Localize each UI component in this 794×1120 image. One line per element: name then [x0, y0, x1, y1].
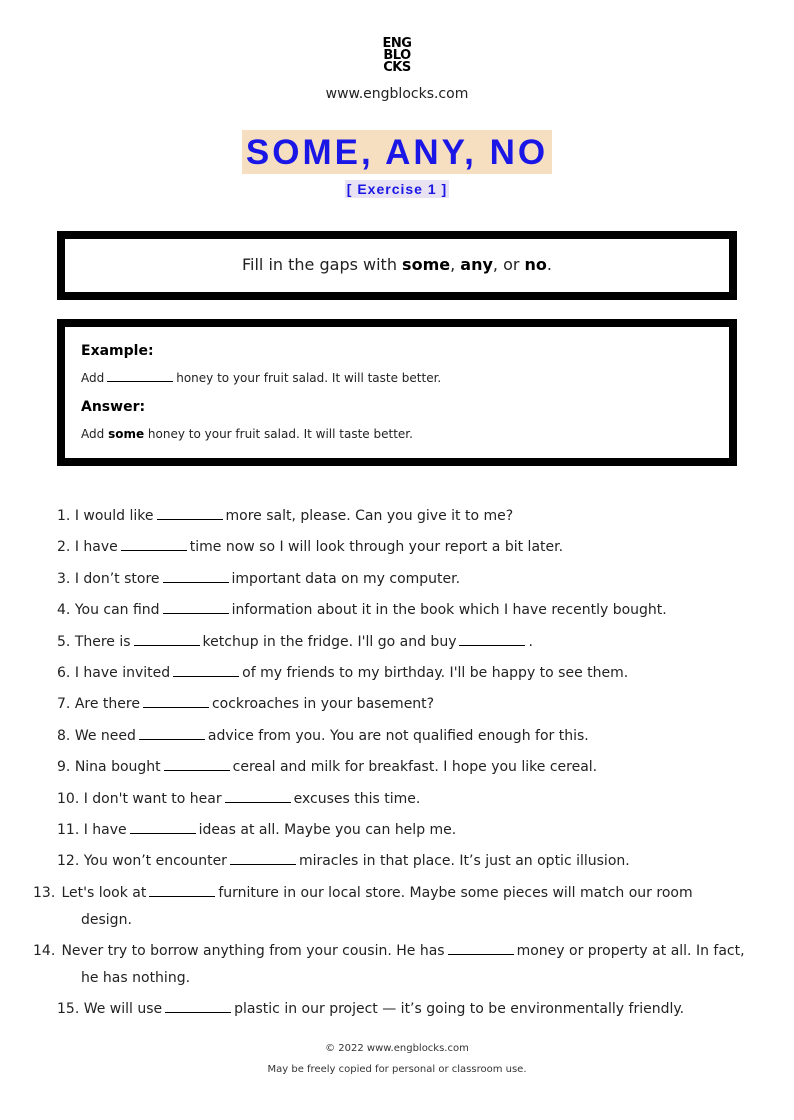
question-number: 8. — [57, 727, 71, 744]
question-item — [57, 660, 747, 687]
question-text: cereal and milk for breakfast. I hope you like cereal. — [232, 759, 598, 776]
answer-blank[interactable] — [230, 863, 296, 865]
question-text: ideas at all. Maybe you can help me. — [198, 821, 457, 838]
question-item: 13. Let's look at furniture in our local store. Maybe some pieces will match our room design. — [33, 884, 693, 928]
question-number: 3. — [57, 570, 71, 587]
answer-sentence — [81, 426, 713, 442]
question-text: Are there — [74, 696, 140, 713]
question-item — [57, 691, 747, 718]
question-item — [57, 996, 747, 1023]
footer-note: May be freely copied for personal or classroom use. — [267, 1064, 527, 1075]
question-text: miracles in that place. It’s just an optic illusion. — [298, 853, 630, 870]
question-text: information about it in the book which I have recently bought. — [231, 602, 667, 619]
answer-blank[interactable] — [173, 675, 239, 677]
engblocks-logo — [0, 38, 794, 74]
question-item — [57, 754, 747, 781]
answer-blank[interactable] — [448, 953, 514, 955]
question-text: Let's look at — [61, 884, 147, 901]
question-text: I have — [74, 539, 118, 556]
question-text: . — [528, 633, 533, 650]
question-item — [57, 723, 747, 750]
answer-text: honey to your fruit salad. It will taste better. — [147, 427, 413, 441]
page-title: SOME, ANY, NO — [242, 130, 552, 174]
answer-blank[interactable] — [139, 738, 205, 740]
answer-blank[interactable] — [143, 706, 209, 708]
logo-line: ENG — [382, 36, 412, 51]
question-item — [57, 503, 747, 530]
question-item — [57, 534, 747, 561]
answer-blank[interactable] — [149, 895, 215, 897]
answer-blank[interactable] — [130, 832, 196, 834]
question-item — [57, 566, 747, 593]
question-number: 5. — [57, 633, 71, 650]
instruction-word-some: some — [402, 255, 451, 274]
question-text: Nina bought — [74, 759, 161, 776]
question-text: cockroaches in your basement? — [211, 696, 435, 713]
question-text: important data on my computer. — [231, 570, 461, 587]
answer-blank[interactable] — [165, 1011, 231, 1013]
answer-blank[interactable] — [163, 612, 229, 614]
question-text: of my friends to my birthday. I'll be happy to see them. — [242, 664, 629, 681]
question-text: advice from you. You are not qualified enough for this. — [207, 727, 589, 744]
answer-blank[interactable] — [157, 518, 223, 520]
example-sentence — [81, 370, 713, 386]
question-number: 6. — [57, 664, 71, 681]
question-text: We will use — [83, 1001, 163, 1018]
question-item: 14. Never try to borrow anything from your cousin. He has money or property at all. In fact, he has nothing. — [33, 943, 745, 987]
answer-label: Answer: — [81, 399, 146, 415]
footer-copyright: © 2022 www.engblocks.com — [325, 1043, 469, 1054]
question-text: You can find — [74, 602, 160, 619]
question-number: 10. — [57, 790, 80, 807]
example-box — [57, 319, 737, 466]
instruction-word-no: no — [524, 255, 547, 274]
question-item — [57, 629, 747, 656]
blank-line — [107, 380, 173, 382]
question-text: furniture in our local store. Maybe some pieces will match our room design. — [81, 884, 693, 928]
question-text: You won’t encounter — [83, 853, 227, 870]
answer-blank[interactable] — [134, 644, 200, 646]
example-label: Example: — [81, 343, 154, 359]
question-number: 11. — [57, 821, 80, 838]
question-text: ketchup in the fridge. I'll go and buy — [202, 633, 457, 650]
question-number: 9. — [57, 759, 71, 776]
question-number: 12. — [57, 853, 80, 870]
question-text: Never try to borrow anything from your cousin. He has — [61, 943, 445, 960]
instruction-sep: , — [450, 255, 461, 274]
question-text: I have invited — [74, 664, 171, 681]
instruction-word-any: any — [460, 255, 493, 274]
example-text: honey to your fruit salad. It will taste better. — [176, 371, 442, 385]
logo-line: CKS — [383, 60, 411, 75]
question-text: There is — [74, 633, 131, 650]
site-url[interactable]: www.engblocks.com — [325, 86, 469, 102]
question-number: 1. — [57, 508, 71, 524]
question-number: 15. — [57, 1001, 80, 1018]
question-item — [57, 597, 747, 624]
answer-blank[interactable] — [163, 581, 229, 583]
question-item — [57, 786, 747, 813]
logo-line: BLO — [383, 48, 411, 63]
question-text: I don’t store — [74, 570, 160, 587]
answer-blank[interactable] — [121, 549, 187, 551]
example-text: Add — [81, 371, 105, 385]
instruction-prefix: Fill in the gaps with — [242, 255, 403, 274]
answer-text: Add — [81, 427, 105, 441]
answer-blank[interactable] — [459, 644, 525, 646]
question-text: excuses this time. — [293, 790, 421, 807]
instruction-end: . — [546, 255, 552, 274]
question-text: We need — [74, 727, 136, 744]
question-number: 4. — [57, 602, 71, 619]
instruction-sep: , or — [492, 255, 525, 274]
answer-blank[interactable] — [164, 769, 230, 771]
question-list — [33, 503, 747, 1028]
question-text: I have — [83, 821, 127, 838]
question-text: more salt, please. Can you give it to me? — [225, 508, 514, 524]
question-text: plastic in our project — it’s going to be environmentally friendly. — [234, 1001, 685, 1018]
question-item — [57, 817, 747, 844]
question-text: time now so I will look through your report a bit later. — [189, 539, 564, 556]
instruction-box — [57, 231, 737, 300]
question-text: I would like — [74, 508, 154, 524]
question-text: I don't want to hear — [83, 790, 222, 807]
answer-word: some — [108, 427, 145, 441]
answer-blank[interactable] — [225, 801, 291, 803]
question-item — [57, 848, 747, 875]
question-text: money or property at all. In fact, he has nothing. — [81, 943, 745, 987]
question-number: 7. — [57, 696, 71, 713]
exercise-label: [ Exercise 1 ] — [346, 181, 448, 197]
question-number: 2. — [57, 539, 71, 556]
